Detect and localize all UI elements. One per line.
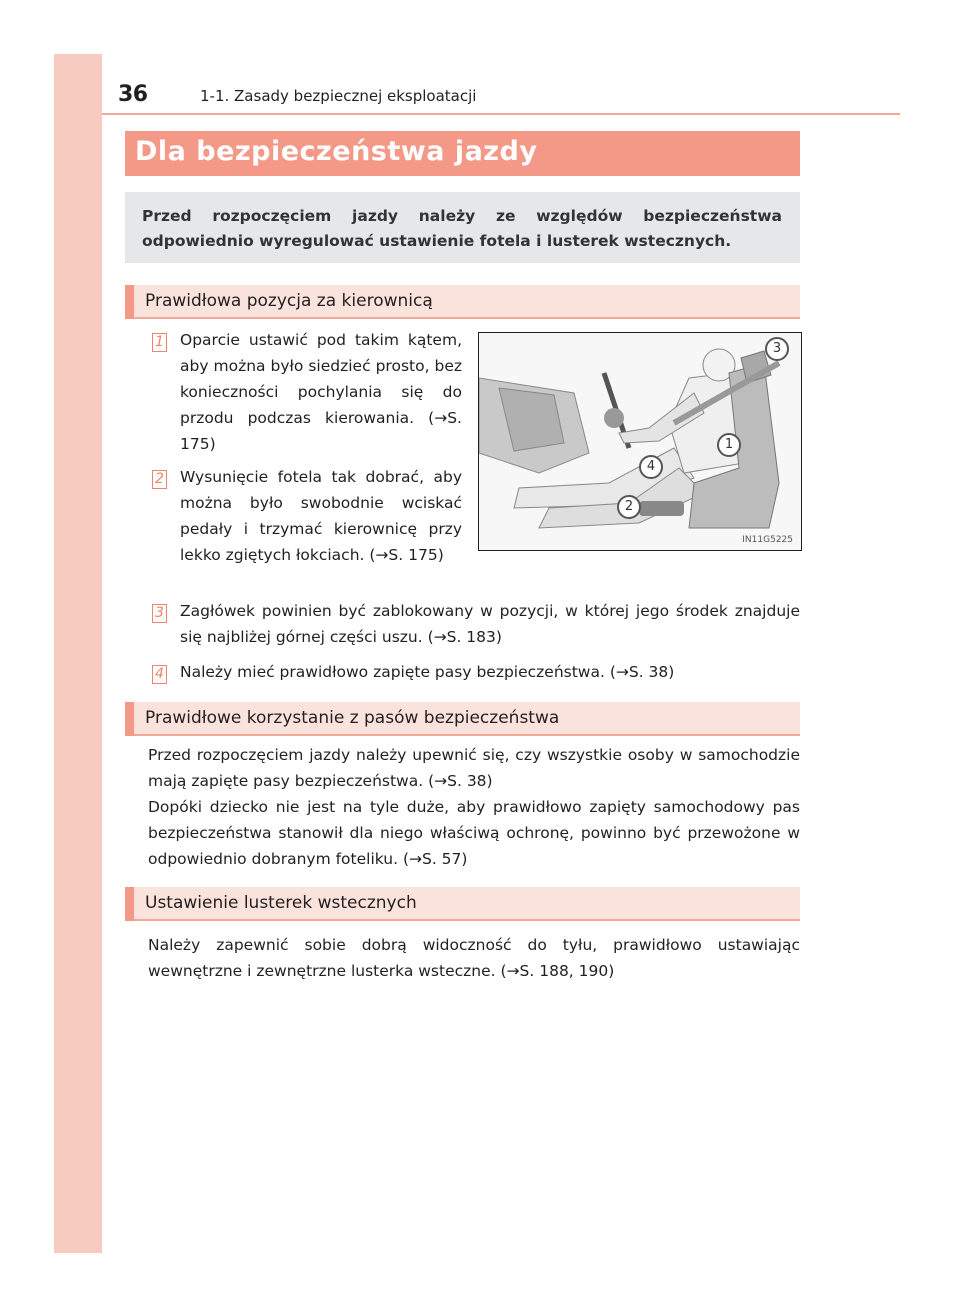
section-heading-text: Prawidłowa pozycja za kierownicą (145, 291, 433, 311)
driving-position-illustration (478, 332, 802, 551)
section-accent (125, 887, 134, 921)
section-accent (125, 285, 134, 319)
item-number: 1 (152, 333, 167, 352)
callout-3: 3 (765, 337, 789, 361)
paragraph: Przed rozpoczęciem jazdy należy upewnić się, czy wszystkie osoby w samochodzie mają zapięte pasy bezpieczeństwa. (→S. 38) (148, 746, 800, 790)
page-title: Dla bezpieczeństwa jazdy (135, 136, 538, 167)
title-banner (125, 131, 800, 176)
section-heading-mirrors (125, 887, 800, 921)
item-number: 3 (152, 604, 167, 623)
item-number: 4 (152, 665, 167, 684)
intro-text: Przed rozpoczęciem jazdy należy ze względów bezpieczeństwa odpowiednio wyregulować ustawienie fotela i lusterek wstecznych. (142, 207, 782, 250)
list-item: Oparcie ustawić pod takim kątem, aby można było siedzieć prosto, bez konieczności pochylania się do przodu podczas kierowania. (→S. 175) (180, 331, 462, 453)
list-item: Wysunięcie fotela tak dobrać, aby można było swobodnie wciskać pedały i trzymać kierownicę przy lekko zgiętych łokciach. (→S. 175) (180, 468, 462, 564)
header-rule (102, 113, 900, 115)
callout-4: 4 (639, 455, 663, 479)
list-item: Należy mieć prawidłowo zapięte pasy bezpieczeństwa. (→S. 38) (180, 663, 675, 681)
seat-illustration (479, 333, 801, 550)
list-item: Zagłówek powinien być zablokowany w pozycji, w której jego środek znajduje się najbliżej górnej części uszu. (→S. 183) (180, 602, 800, 646)
paragraph: Należy zapewnić sobie dobrą widoczność do tyłu, prawidłowo ustawiając wewnętrzne i zewnętrzne lusterka wsteczne. (→S. 188, 190) (148, 936, 800, 980)
section-heading-text: Prawidłowe korzystanie z pasów bezpieczeństwa (145, 708, 560, 728)
intro-box (125, 192, 800, 263)
running-header: 1-1. Zasady bezpiecznej eksploatacji (200, 87, 477, 105)
callout-1: 1 (717, 433, 741, 457)
item-number: 2 (152, 470, 167, 489)
page-number: 36 (118, 82, 148, 107)
callout-2: 2 (617, 495, 641, 519)
section-heading-driving-position (125, 285, 800, 319)
section-heading-seat-belts (125, 702, 800, 736)
figure-code: IN11G5225 (742, 535, 793, 545)
paragraph: Dopóki dziecko nie jest na tyle duże, aby prawidłowo zapięty samochodowy pas bezpieczeństwa stanowił dla niego właściwą ochronę, powinno być przewożone w odpowiednio dobranym foteliku. (→S. 57) (148, 798, 800, 868)
side-margin-strip (54, 54, 102, 1253)
section-accent (125, 702, 134, 736)
section-heading-text: Ustawienie lusterek wstecznych (145, 893, 417, 913)
